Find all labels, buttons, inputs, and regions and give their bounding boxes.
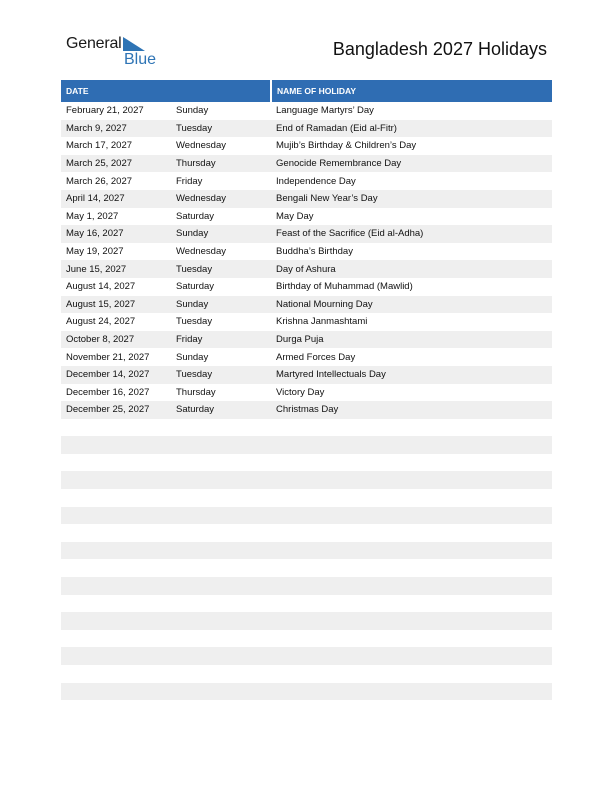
empty-cell [61, 507, 552, 525]
empty-cell [61, 524, 552, 542]
empty-cell [61, 647, 552, 665]
cell-holiday-name: May Day [276, 210, 314, 222]
table-row-empty [61, 630, 552, 648]
empty-cell [61, 489, 552, 507]
cell-day: Sunday [176, 105, 209, 117]
table-row [61, 366, 552, 384]
cell-date: March 25, 2027 [61, 155, 171, 173]
cell-day: Thursday [171, 155, 271, 173]
table-row-empty [61, 683, 552, 701]
table-row [61, 208, 552, 226]
cell-holiday-name: Bengali New Year’s Day [271, 190, 552, 208]
empty-cell [61, 665, 552, 683]
cell-day: Wednesday [176, 246, 226, 258]
cell-holiday-name: Christmas Day [271, 401, 552, 419]
cell-day: Tuesday [176, 316, 213, 328]
cell-day: Saturday [171, 401, 271, 419]
empty-cell [61, 577, 552, 595]
table-row [61, 313, 552, 331]
table-row [61, 155, 552, 173]
table-row [61, 260, 552, 278]
cell-holiday-name: Independence Day [276, 175, 356, 187]
holiday-table [61, 80, 552, 718]
table-row-empty [61, 647, 552, 665]
cell-holiday-name: Victory Day [276, 386, 325, 398]
cell-date: April 14, 2027 [61, 190, 171, 208]
cell-holiday-name: Day of Ashura [271, 260, 552, 278]
table-row [61, 120, 552, 138]
table-body [61, 102, 552, 718]
cell-day: Wednesday [176, 140, 226, 152]
cell-date: May 16, 2027 [61, 225, 171, 243]
table-row-empty [61, 577, 552, 595]
table-row-empty [61, 612, 552, 630]
empty-cell [61, 471, 552, 489]
cell-holiday-name: Feast of the Sacrifice (Eid al-Adha) [271, 225, 552, 243]
empty-cell [61, 436, 552, 454]
table-row [61, 401, 552, 419]
table-row-empty [61, 489, 552, 507]
cell-day: Sunday [176, 351, 209, 363]
cell-holiday-name: Buddha’s Birthday [276, 246, 353, 258]
cell-date: August 14, 2027 [66, 281, 136, 293]
column-header-date: DATE [61, 80, 271, 102]
cell-date: December 25, 2027 [61, 401, 171, 419]
table-row [61, 102, 552, 120]
cell-date: August 24, 2027 [66, 316, 136, 328]
cell-day: Tuesday [171, 260, 271, 278]
cell-date: May 1, 2027 [66, 210, 119, 222]
cell-date: June 15, 2027 [61, 260, 171, 278]
table-row-empty [61, 665, 552, 683]
brand-logo [66, 34, 156, 70]
cell-day: Sunday [171, 296, 271, 314]
cell-date: December 16, 2027 [66, 386, 150, 398]
cell-day: Saturday [176, 281, 215, 293]
cell-date: October 8, 2027 [61, 331, 171, 349]
table-row-empty [61, 559, 552, 577]
cell-date: March 9, 2027 [61, 120, 171, 138]
empty-cell [61, 612, 552, 630]
page-title: Bangladesh 2027 Holidays [332, 39, 547, 59]
brand-word-general: General [66, 35, 122, 52]
table-row [61, 331, 552, 349]
cell-holiday-name: Language Martyrs’ Day [276, 105, 374, 117]
column-header-holiday-name: NAME OF HOLIDAY [271, 80, 552, 102]
cell-day: Sunday [171, 225, 271, 243]
logo-triangle-icon [123, 37, 145, 51]
cell-date: February 21, 2027 [66, 105, 144, 117]
empty-cell [61, 454, 552, 472]
cell-holiday-name: Genocide Remembrance Day [271, 155, 552, 173]
cell-date: December 14, 2027 [61, 366, 171, 384]
table-row-empty [61, 507, 552, 525]
cell-day: Friday [176, 175, 203, 187]
table-row [61, 243, 552, 261]
brand-word-blue: Blue [124, 51, 157, 68]
table-row [61, 137, 552, 155]
table-row-empty [61, 436, 552, 454]
cell-day: Tuesday [171, 120, 271, 138]
empty-cell [61, 630, 552, 648]
cell-holiday-name: Mujib’s Birthday & Children’s Day [276, 140, 417, 152]
table-row [61, 190, 552, 208]
table-row-empty [61, 524, 552, 542]
cell-holiday-name: Birthday of Muhammad (Mawlid) [276, 281, 413, 293]
table-row [61, 384, 552, 402]
cell-date: March 17, 2027 [66, 140, 133, 152]
cell-holiday-name: Martyred Intellectuals Day [271, 366, 552, 384]
cell-holiday-name: Krishna Janmashtami [276, 316, 368, 328]
empty-cell [61, 542, 552, 560]
cell-day: Saturday [176, 210, 215, 222]
cell-day: Wednesday [171, 190, 271, 208]
table-row [61, 296, 552, 314]
cell-date: March 26, 2027 [66, 175, 133, 187]
table-row [61, 278, 552, 296]
table-row-empty [61, 454, 552, 472]
table-row-empty [61, 471, 552, 489]
table-row-empty [61, 542, 552, 560]
empty-cell [61, 559, 552, 577]
cell-date: November 21, 2027 [66, 351, 150, 363]
cell-day: Friday [171, 331, 271, 349]
cell-holiday-name: End of Ramadan (Eid al-Fitr) [271, 120, 552, 138]
empty-cell [61, 419, 552, 437]
empty-cell [61, 595, 552, 613]
empty-cell [61, 683, 552, 701]
table-row-empty [61, 595, 552, 613]
cell-date: May 19, 2027 [66, 246, 124, 258]
cell-holiday-name: National Mourning Day [271, 296, 552, 314]
table-row-empty [61, 700, 552, 718]
empty-cell [61, 700, 552, 718]
table-row [61, 172, 552, 190]
table-row-empty [61, 419, 552, 437]
cell-date: August 15, 2027 [61, 296, 171, 314]
table-row [61, 225, 552, 243]
cell-day: Tuesday [171, 366, 271, 384]
cell-holiday-name: Durga Puja [271, 331, 552, 349]
cell-holiday-name: Armed Forces Day [276, 351, 356, 363]
table-row [61, 348, 552, 366]
cell-day: Thursday [176, 386, 216, 398]
table-header-row [61, 80, 552, 102]
